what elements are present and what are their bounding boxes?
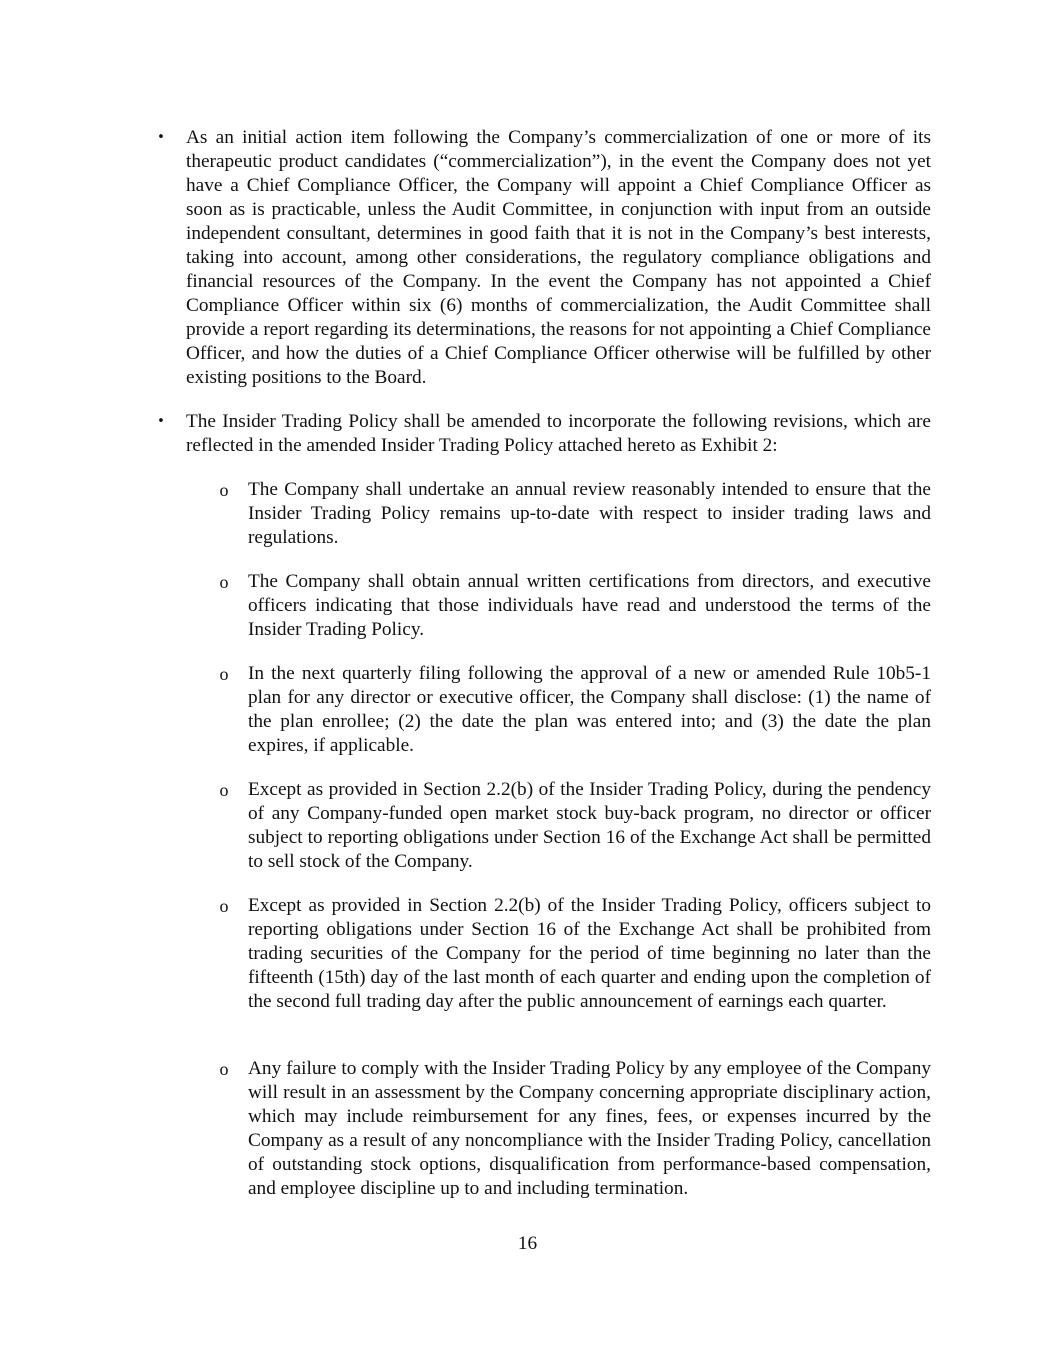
- sub-list-text: In the next quarterly filing following the approval of a new or amended Rule 10b5-1 plan for any director or executive officer, the Company shall disclose: (1) the name of the plan enrollee; (2) the date the plan was entered into; and (3) the date the plan expires, if applicable.: [248, 663, 931, 756]
- bullet-marker: •: [157, 414, 165, 429]
- sub-list-item: [219, 778, 931, 874]
- sub-list-marker: o: [219, 480, 229, 500]
- sub-list-text: The Company shall undertake an annual review reasonably intended to ensure that the Insider Trading Policy remains up-to-date with respect to insider trading laws and regulations.: [248, 479, 931, 548]
- sub-list-marker: o: [219, 1059, 229, 1079]
- page-number: 16: [517, 1233, 538, 1254]
- sub-list-item: [219, 894, 931, 1014]
- sub-list-item: [219, 478, 931, 550]
- sub-list-marker: o: [219, 896, 229, 916]
- sub-list-marker: o: [219, 780, 229, 800]
- bullet-marker: •: [157, 130, 165, 145]
- bullet-item: [157, 126, 931, 390]
- sub-list-item: [219, 1057, 931, 1201]
- sub-list-marker: o: [219, 572, 229, 592]
- bullet-text: As an initial action item following the Company’s commercialization of one or more of its therapeutic product candidates (“commercialization”), in the event the Company does not yet have a Chief Compliance Officer, the Company will appoint a Chief Compliance Officer as soon as is practicable, unless the Audit Committee, in conjunction with input from an outside independent consultant, determines in good faith that it is not in the Company’s best interests, taking into account, among other considerations, the regulatory compliance obligations and financial resources of the Company. In the event the Company has not appointed a Chief Compliance Officer within six (6) months of commercialization, the Audit Committee shall provide a report regarding its determinations, the reasons for not appointing a Chief Compliance Officer, and how the duties of a Chief Compliance Officer otherwise will be fulfilled by other existing positions to the Board.: [186, 127, 931, 388]
- bullet-item: [157, 410, 931, 458]
- sub-list-text: The Company shall obtain annual written certifications from directors, and executive officers indicating that those individuals have read and understood the terms of the Insider Trading Policy.: [248, 571, 931, 640]
- sub-list-item: [219, 570, 931, 642]
- sub-list-text: Except as provided in Section 2.2(b) of the Insider Trading Policy, officers subject to reporting obligations under Section 16 of the Exchange Act shall be prohibited from trading securities of the Company for the period of time beginning no later than the fifteenth (15th) day of the last month of each quarter and ending upon the completion of the second full trading day after the public announcement of earnings each quarter.: [248, 895, 931, 1012]
- sub-list-item: [219, 662, 931, 758]
- sub-list-marker: o: [219, 664, 229, 684]
- sub-list-text: Any failure to comply with the Insider Trading Policy by any employee of the Company will result in an assessment by the Company concerning appropriate disciplinary action, which may include reimbursement for any fines, fees, or expenses incurred by the Company as a result of any noncompliance with the Insider Trading Policy, cancellation of outstanding stock options, disqualification from performance-based compensation, and employee discipline up to and including termination.: [248, 1058, 931, 1199]
- sub-list-text: Except as provided in Section 2.2(b) of the Insider Trading Policy, during the pendency of any Company-funded open market stock buy-back program, no director or officer subject to reporting obligations under Section 16 of the Exchange Act shall be permitted to sell stock of the Company.: [248, 779, 931, 872]
- bullet-text: The Insider Trading Policy shall be amended to incorporate the following revisions, which are reflected in the amended Insider Trading Policy attached hereto as Exhibit 2:: [186, 411, 931, 456]
